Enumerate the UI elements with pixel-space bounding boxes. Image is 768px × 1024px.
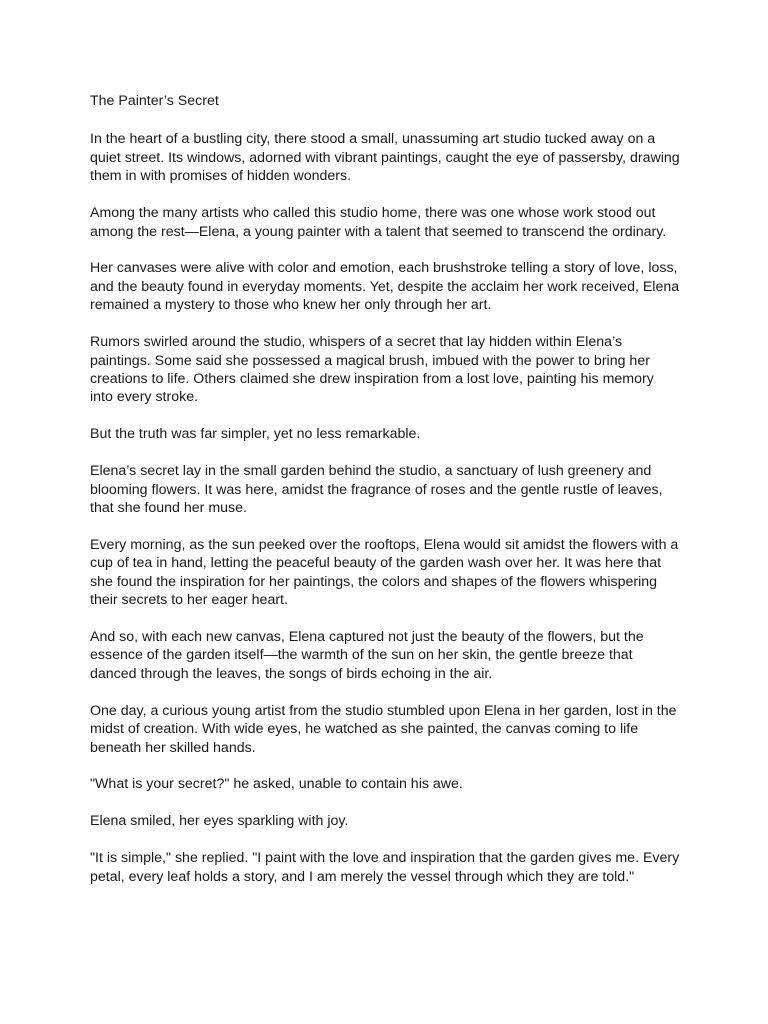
- paragraph-6: Elena’s secret lay in the small garden behind the studio, a sanctuary of lush greenery and blooming flowers. It was here, amidst the fragrance of roses and the gentle rustle of leaves, that she found her muse.: [90, 463, 663, 516]
- paragraph-11: Elena smiled, her eyes sparkling with joy.: [90, 813, 349, 830]
- paragraph-8: And so, with each new canvas, Elena captured not just the beauty of the flowers, but the essence of the garden itself—the warmth of the sun on her skin, the gentle breeze that danced through the leaves, the songs of birds echoing in the air.: [90, 629, 644, 682]
- paragraph-5: But the truth was far simpler, yet no less remarkable.: [90, 426, 421, 443]
- document-page: [90, 92, 680, 905]
- paragraph-12: "It is simple," she replied. "I paint with the love and inspiration that the garden gives me. Every petal, every leaf holds a story, and I am merely the vessel through which they are told.": [90, 850, 680, 885]
- paragraph-1: In the heart of a bustling city, there stood a small, unassuming art studio tucked away on a quiet street. Its windows, adorned with vibrant paintings, caught the eye of passersby, drawing them in with promises of hidden wonders.: [90, 131, 680, 185]
- paragraph-3: Her canvases were alive with color and emotion, each brushstroke telling a story of love, loss, and the beauty found in everyday moments. Yet, despite the acclaim her work received, Elena remained a mystery to those who knew her only through her art.: [90, 260, 680, 314]
- paragraph-2: Among the many artists who called this studio home, there was one whose work stood out among the rest—Elena, a young painter with a talent that seemed to transcend the ordinary.: [90, 205, 667, 240]
- document-title: The Painter’s Secret: [90, 93, 219, 109]
- paragraph-4: Rumors swirled around the studio, whispers of a secret that lay hidden within Elena’s paintings. Some said she possessed a magical brush, imbued with the power to bring her creations to life. Others claimed she drew inspiration from a lost love, painting his memory into every stroke.: [90, 334, 654, 406]
- paragraph-7: Every morning, as the sun peeked over the rooftops, Elena would sit amidst the flowers with a cup of tea in hand, letting the peaceful beauty of the garden wash over her. It was here that she found the inspiration for her paintings, the colors and shapes of the flowers whispering their secrets to her eager heart.: [90, 536, 679, 609]
- paragraph-9: One day, a curious young artist from the studio stumbled upon Elena in her garden, lost in the midst of creation. With wide eyes, he watched as she painted, the canvas coming to life beneath her skilled hands.: [90, 702, 677, 756]
- paragraph-10: "What is your secret?" he asked, unable to contain his awe.: [90, 776, 463, 793]
